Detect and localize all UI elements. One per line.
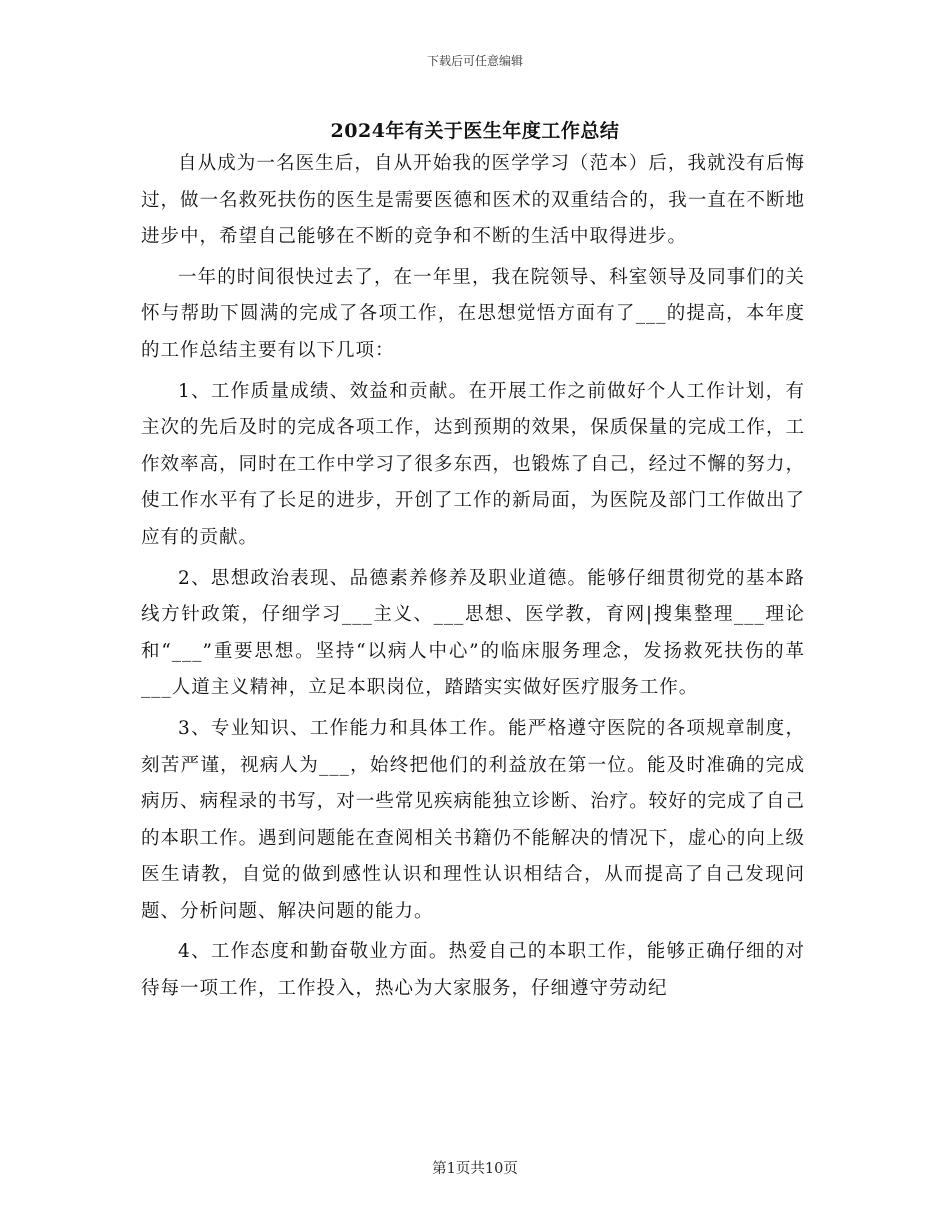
document-body [141, 146, 805, 1012]
page-number: 第1页共10页 [432, 1161, 518, 1177]
paragraph-item-1: 1、工作质量成绩、效益和贡献。在开展工作之前做好个人工作计划，有主次的先后及时的完成各项工作，达到预期的效果，保质保量的完成工作，工作效率高，同时在工作中学习了很多东西，也锻炼了自己，经过不懈的努力，使工作水平有了长足的进步，开创了工作的新局面，为医院及部门工作做出了应有的贡献。 [141, 380, 805, 548]
paragraph-item-2: 2、思想政治表现、品德素养修养及职业道德。能够仔细贯彻党的基本路线方针政策，仔细学习___主义、___思想、医学教，育网|搜集整理___理论和“___”重要思想。坚持“以病人中心”的临床服务理念，发扬救死扶伤的革___人道主义精神，立足本职岗位，踏踏实实做好医疗服务工作。 [141, 567, 805, 699]
paragraph-intro: 自从成为一名医生后，自从开始我的医学学习（范本）后，我就没有后悔过，做一名救死扶伤的医生是需要医德和医术的双重结合的，我一直在不断地进步中，希望自己能够在不断的竞争和不断的生活中取得进步。 [141, 153, 805, 248]
page-header-note: 下载后可任意编辑 [426, 54, 523, 68]
paragraph-item-3: 3、专业知识、工作能力和具体工作。能严格遵守医院的各项规章制度，刻苦严谨，视病人为___，始终把他们的利益放在第一位。能及时准确的完成病历、病程录的书写，对一些常见疾病能独立诊断、治疗。较好的完成了自己的本职工作。遇到问题能在查阅相关书籍仍不能解决的情况下，虚心的向上级医生请教，自觉的做到感性认识和理性认识相结合，从而提高了自己发现问题、分析问题、解决问题的能力。 [141, 717, 805, 922]
document-title: 2024年有关于医生年度工作总结 [330, 120, 620, 142]
paragraph-item-4: 4、工作态度和勤奋敬业方面。热爱自己的本职工作，能够正确仔细的对待每一项工作，工作投入，热心为大家服务，仔细遵守劳动纪 [141, 941, 805, 1000]
paragraph-overview: 一年的时间很快过去了，在一年里，我在院领导、科室领导及同事们的关怀与帮助下圆满的完成了各项工作，在思想觉悟方面有了___的提高，本年度的工作总结主要有以下几项： [141, 266, 805, 361]
